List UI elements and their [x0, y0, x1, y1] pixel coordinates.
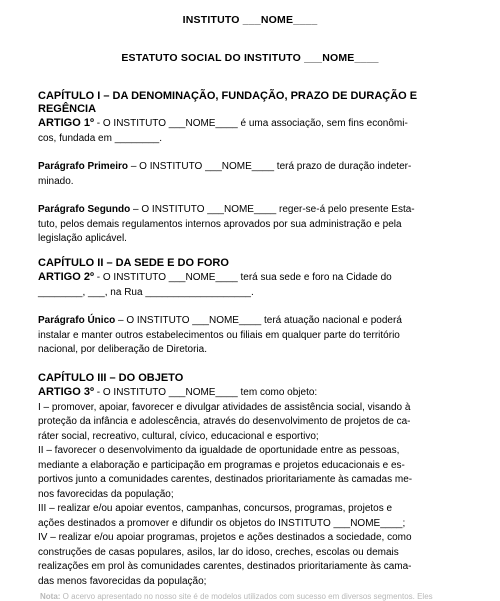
- paragrafo-unico: Parágrafo Único – O INSTITUTO ___NOME____ terá atuação nacional e poderá instalar e manter outros estabelecimentos ou filiais em qualquer parte do território nacional, por deliberação de Diretoria.: [38, 315, 402, 355]
- objeto-line: IV – realizar e/ou apoiar programas, projetos e ações destinados a sociedade, como: [38, 532, 412, 543]
- objeto-line: mediante a elaboração e participação em programas e projetos educacionais e es-: [38, 459, 405, 471]
- objeto-list: [38, 401, 463, 590]
- chapter-2-heading: CAPÍTULO II – DA SEDE E DO FORO: [38, 257, 229, 269]
- paragrafo-segundo: Parágrafo Segundo – O INSTITUTO ___NOME____ reger-se-á pelo presente Esta- tuto, pelos demais regulamentos internos aprovados por sua administração e pela legislação aplicável.: [38, 204, 415, 244]
- objeto-line: ações destinados a promover e difundir os objetos do INSTITUTO ___NOME____;: [38, 517, 406, 529]
- objeto-line: ráter social, recreativo, cultural, cívico, educacional e esportivo;: [38, 430, 319, 442]
- artigo-1-label: ARTIGO 1º: [38, 117, 94, 129]
- artigo-1-text: - O INSTITUTO ___NOME____ é uma associação, sem fins econômi-: [93, 118, 408, 129]
- objeto-line: I – promover, apoiar, favorecer e divulgar atividades de assistência social, visando à: [38, 401, 411, 413]
- artigo-1: ARTIGO 1º - O INSTITUTO ___NOME____ é uma associação, sem fins econômi- cos, fundada em ________.: [38, 117, 408, 144]
- document-subtitle: ESTATUTO SOCIAL DO INSTITUTO ___NOME____: [121, 52, 379, 64]
- paragrafo-segundo-label: Parágrafo Segundo: [38, 204, 131, 215]
- objeto-line: III – realizar e/ou apoiar eventos, campanhas, concursos, programas, projetos e: [38, 503, 393, 514]
- footer-note-label: Nota:: [40, 592, 61, 601]
- footer-note-text: O acervo apresentado no nosso site é de modelos utilizados com sucesso em diversos segmentos. Eles: [60, 592, 433, 601]
- paragrafo-primeiro: Parágrafo Primeiro – O INSTITUTO ___NOME____ terá prazo de duração indeter- minado.: [38, 161, 412, 187]
- objeto-line: proteção da infância e adolescência, através do desenvolvimento de projetos de ca-: [38, 416, 411, 427]
- objeto-line: das menos favorecidas da população;: [38, 575, 207, 587]
- objeto-line: II – favorecer o desenvolvimento da igualdade de oportunidade entre as pessoas,: [38, 445, 400, 456]
- artigo-3-label: ARTIGO 3º: [38, 386, 94, 398]
- chapter-3: [38, 372, 463, 589]
- chapter-2: [38, 257, 463, 358]
- chapter-1: [38, 90, 463, 247]
- paragrafo-primeiro-label: Parágrafo Primeiro: [38, 161, 129, 172]
- objeto-line: portivos junto a comunidades carentes, destinados prioritariamente às camadas me-: [38, 474, 413, 485]
- chapter-1-heading: CAPÍTULO I – DA DENOMINAÇÃO, FUNDAÇÃO, PRAZO DE DURAÇÃO E REGÊNCIA: [38, 90, 418, 115]
- artigo-2: ARTIGO 2º - O INSTITUTO ___NOME____ terá sua sede e foro na Cidade do ________, ___, na Rua ___________________.: [38, 271, 392, 298]
- objeto-line: construções de casas populares, asilos, lar do idoso, creches, escolas ou demais: [38, 546, 399, 558]
- document-title: INSTITUTO ___NOME____: [182, 14, 318, 26]
- chapter-3-heading: CAPÍTULO III – DO OBJETO: [38, 372, 184, 384]
- paragrafo-unico-label: Parágrafo Único: [38, 315, 116, 326]
- artigo-3: ARTIGO 3º - O INSTITUTO ___NOME____ tem como objeto:: [38, 386, 318, 398]
- objeto-line: nos favorecidas da população;: [38, 488, 174, 500]
- objeto-line: realizações em prol às comunidades carentes, destinados prioritariamente às cama-: [38, 561, 412, 572]
- artigo-2-label: ARTIGO 2º: [38, 271, 94, 283]
